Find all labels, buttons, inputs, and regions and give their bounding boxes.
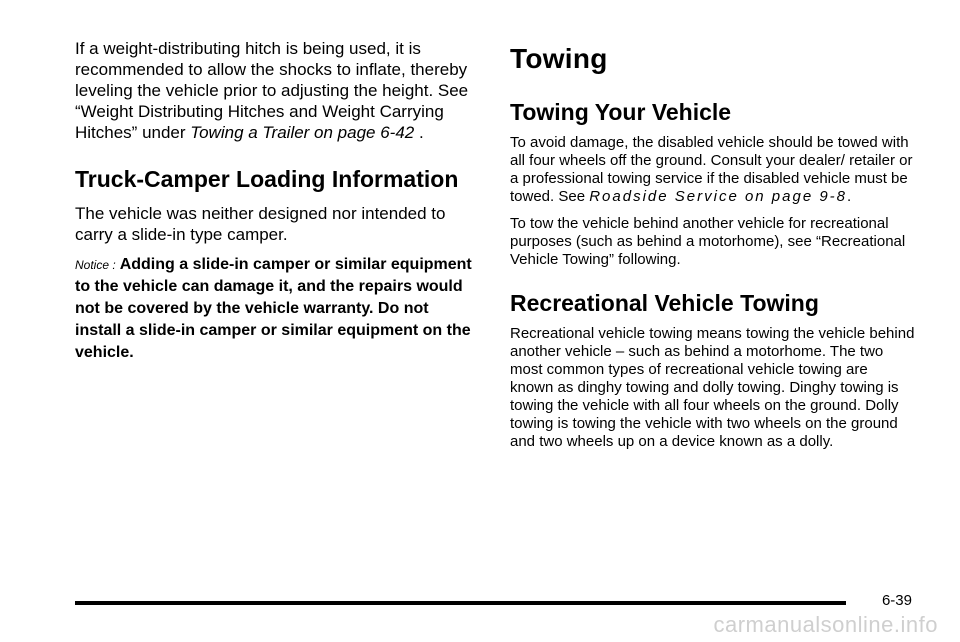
page-number: 6-39 xyxy=(881,592,912,609)
towing-your-vehicle-heading: Towing Your Vehicle xyxy=(510,99,732,125)
intro-text: If a weight-distributing hitch is being used, it is recommended to allow the shocks to inflate, thereby leveling the vehicle prior to adjusting the height. See “Weight Distributing Hitches and Weight Carrying Hitches” under xyxy=(75,39,469,142)
towing-your-vehicle-paragraph-1 xyxy=(510,134,915,206)
roadside-service-reference[interactable]: Roadside Service on page 9-8 xyxy=(589,188,848,205)
section1-para1-end: . xyxy=(847,188,852,205)
recreational-towing-heading: Recreational Vehicle Towing xyxy=(510,290,819,316)
intro-paragraph xyxy=(75,38,475,143)
towing-your-vehicle-paragraph-2: To tow the vehicle behind another vehicle for recreational purposes (such as behind a motorhome), see “Recreational Vehicle Towing” following. xyxy=(510,215,906,268)
chapter-title: Towing xyxy=(510,43,608,74)
right-column xyxy=(510,38,915,460)
notice-text: Adding a slide-in camper or similar equipment to the vehicle can damage it, and the repairs would not be covered by the vehicle warranty. Do not install a slide-in camper or similar equipment on the vehicle. xyxy=(75,256,472,361)
truck-camper-body: The vehicle was neither designed nor intended to carry a slide-in type camper. xyxy=(75,204,446,244)
towing-trailer-reference[interactable]: Towing a Trailer on page 6-42 xyxy=(190,123,415,142)
footer-rule xyxy=(75,601,846,605)
watermark: carmanualsonline.info xyxy=(713,612,938,637)
left-column xyxy=(75,38,475,364)
intro-end: . xyxy=(414,123,424,142)
notice-label: Notice : xyxy=(75,258,116,272)
recreational-towing-paragraph: Recreational vehicle towing means towing the vehicle behind another vehicle – such as behind a motorhome. The two most common types of recreational vehicle towing are known as dinghy towing and dolly towing. Dinghy towing is towing the vehicle with all four wheels on the ground. Dolly towing is towing the vehicle with two wheels on the ground and two wheels up on a device known as a dolly. xyxy=(510,325,915,450)
notice-paragraph xyxy=(75,254,475,364)
truck-camper-heading: Truck-Camper Loading Information xyxy=(75,166,459,192)
section1-para1-text: To avoid damage, the disabled vehicle should be towed with all four wheels off the ground. Consult your dealer/ retailer or a professional towing service if the disabled vehicle must be towed. See xyxy=(510,134,913,205)
